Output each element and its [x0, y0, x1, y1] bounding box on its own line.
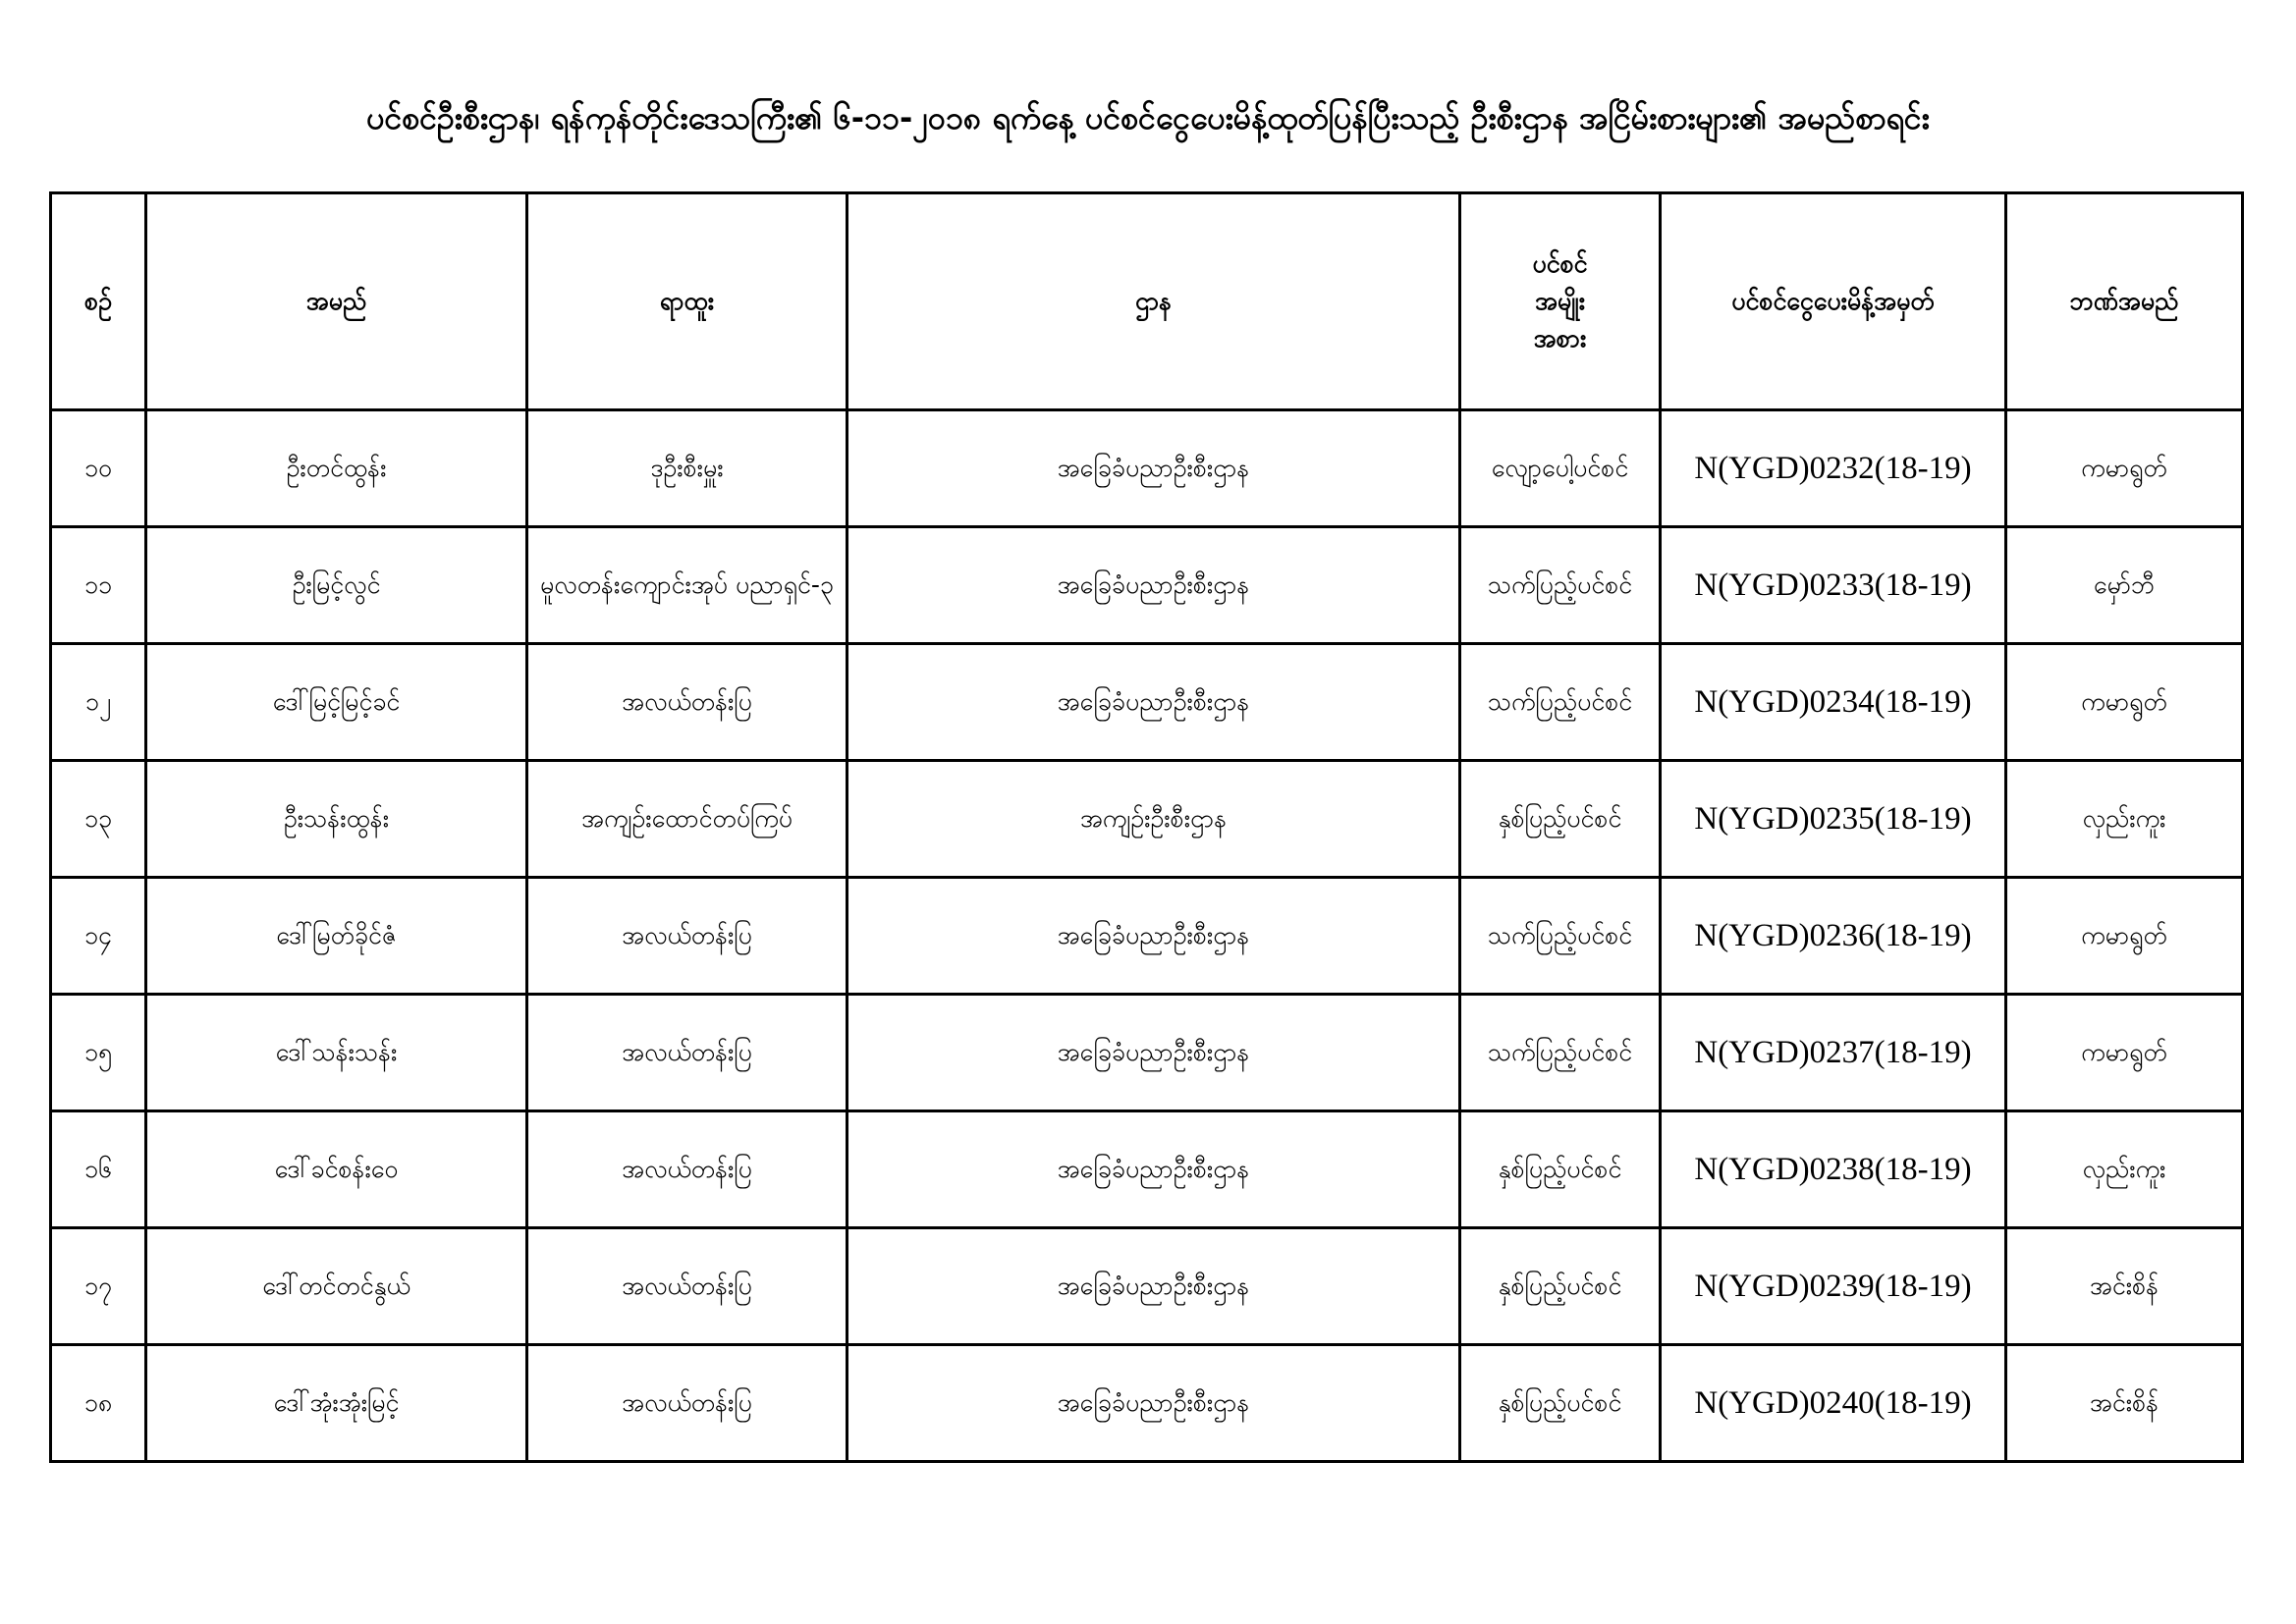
cell-department: အကျဉ်းဦးစီးဌာန	[847, 761, 1460, 878]
table-row	[51, 1345, 2243, 1462]
cell-certificate-no: N(YGD)0239(18-19)	[1661, 1228, 2006, 1345]
cell-certificate-no: N(YGD)0237(18-19)	[1661, 995, 2006, 1111]
header-bank: ဘဏ်အမည်	[2006, 193, 2243, 410]
cell-name: ဒေါ်သန်းသန်း	[146, 995, 527, 1111]
table-row	[51, 1111, 2243, 1228]
cell-rank: အလယ်တန်းပြ	[527, 878, 847, 995]
cell-serial: ၁၄	[51, 878, 146, 995]
cell-name: ဒေါ်အုံးအုံးမြင့်	[146, 1345, 527, 1462]
cell-bank: အင်းစိန်	[2006, 1228, 2243, 1345]
cell-name: ဒေါ်တင်တင်နွယ်	[146, 1228, 527, 1345]
table-row	[51, 410, 2243, 527]
table-row	[51, 878, 2243, 995]
cell-certificate-no: N(YGD)0232(18-19)	[1661, 410, 2006, 527]
cell-department: အခြေခံပညာဦးစီးဌာန	[847, 1345, 1460, 1462]
cell-department: အခြေခံပညာဦးစီးဌာန	[847, 1228, 1460, 1345]
cell-pension-type: နှစ်ပြည့်ပင်စင်	[1460, 761, 1661, 878]
cell-rank: အလယ်တန်းပြ	[527, 995, 847, 1111]
header-pension-type-line: ပင်စင်	[1532, 249, 1588, 278]
cell-pension-type: သက်ပြည့်ပင်စင်	[1460, 644, 1661, 761]
header-department: ဌာန	[847, 193, 1460, 410]
table-row	[51, 644, 2243, 761]
cell-certificate-no: N(YGD)0235(18-19)	[1661, 761, 2006, 878]
cell-serial: ၁၁	[51, 527, 146, 644]
cell-serial: ၁၃	[51, 761, 146, 878]
cell-serial: ၁၂	[51, 644, 146, 761]
header-row	[51, 193, 2243, 410]
cell-bank: ကမာရွတ်	[2006, 878, 2243, 995]
cell-department: အခြေခံပညာဦးစီးဌာန	[847, 995, 1460, 1111]
cell-name: ဒေါ်မြတ်ခိုင်ဇံ	[146, 878, 527, 995]
cell-pension-type: လျော့ပေါ့ပင်စင်	[1460, 410, 1661, 527]
cell-bank: မှော်ဘီ	[2006, 527, 2243, 644]
cell-serial: ၁၆	[51, 1111, 146, 1228]
pensioner-table	[49, 191, 2244, 1463]
cell-pension-type: သက်ပြည့်ပင်စင်	[1460, 878, 1661, 995]
cell-name: ဒေါ်ခင်စန်းဝေ	[146, 1111, 527, 1228]
cell-certificate-no: N(YGD)0240(18-19)	[1661, 1345, 2006, 1462]
cell-serial: ၁၀	[51, 410, 146, 527]
cell-rank: အလယ်တန်းပြ	[527, 1228, 847, 1345]
cell-rank: ဒုဦးစီးမှူး	[527, 410, 847, 527]
cell-serial: ၁၈	[51, 1345, 146, 1462]
cell-bank: ကမာရွတ်	[2006, 644, 2243, 761]
cell-certificate-no: N(YGD)0236(18-19)	[1661, 878, 2006, 995]
cell-department: အခြေခံပညာဦးစီးဌာန	[847, 410, 1460, 527]
cell-certificate-no: N(YGD)0234(18-19)	[1661, 644, 2006, 761]
cell-pension-type: သက်ပြည့်ပင်စင်	[1460, 527, 1661, 644]
table-body	[51, 410, 2243, 1462]
cell-certificate-no: N(YGD)0238(18-19)	[1661, 1111, 2006, 1228]
cell-rank: မူလတန်းကျောင်းအုပ် ပညာရှင်-၃	[527, 527, 847, 644]
header-rank: ရာထူး	[527, 193, 847, 410]
header-name: အမည်	[146, 193, 527, 410]
cell-department: အခြေခံပညာဦးစီးဌာန	[847, 644, 1460, 761]
cell-serial: ၁၅	[51, 995, 146, 1111]
cell-certificate-no: N(YGD)0233(18-19)	[1661, 527, 2006, 644]
cell-name: ဦးတင်ထွန်း	[146, 410, 527, 527]
cell-pension-type: နှစ်ပြည့်ပင်စင်	[1460, 1345, 1661, 1462]
table-row	[51, 527, 2243, 644]
cell-name: ဦးမြင့်လွင်	[146, 527, 527, 644]
header-pension-type	[1460, 193, 1661, 410]
cell-rank: အလယ်တန်းပြ	[527, 1345, 847, 1462]
page-title: ပင်စင်ဦးစီးဌာန၊ ရန်ကုန်တိုင်းဒေသကြီး၏ ၆-၁၁-၂၀၁၈ ရက်နေ့ ပင်စင်ငွေပေးမိန့်ထုတ်ပြန်ပြီးသည့် ဦးစီးဌာန အငြိမ်းစားများ၏ အမည်စာရင်း	[366, 99, 1930, 136]
cell-rank: အလယ်တန်းပြ	[527, 1111, 847, 1228]
cell-serial: ၁၇	[51, 1228, 146, 1345]
header-serial: စဉ်	[51, 193, 146, 410]
cell-department: အခြေခံပညာဦးစီးဌာန	[847, 878, 1460, 995]
cell-bank: လှည်းကူး	[2006, 761, 2243, 878]
cell-rank: အကျဉ်းထောင်တပ်ကြပ်	[527, 761, 847, 878]
cell-pension-type: နှစ်ပြည့်ပင်စင်	[1460, 1228, 1661, 1345]
cell-department: အခြေခံပညာဦးစီးဌာန	[847, 527, 1460, 644]
cell-name: ဦးသန်းထွန်း	[146, 761, 527, 878]
cell-pension-type: သက်ပြည့်ပင်စင်	[1460, 995, 1661, 1111]
cell-name: ဒေါ်မြင့်မြင့်ခင်	[146, 644, 527, 761]
cell-department: အခြေခံပညာဦးစီးဌာန	[847, 1111, 1460, 1228]
header-pension-type-line: အမျိုး	[1534, 287, 1586, 315]
cell-bank: အင်းစိန်	[2006, 1345, 2243, 1462]
cell-rank: အလယ်တန်းပြ	[527, 644, 847, 761]
table-row	[51, 761, 2243, 878]
table-header	[51, 193, 2243, 410]
cell-bank: လှည်းကူး	[2006, 1111, 2243, 1228]
cell-pension-type: နှစ်ပြည့်ပင်စင်	[1460, 1111, 1661, 1228]
header-certificate-no: ပင်စင်ငွေပေးမိန့်အမှတ်	[1661, 193, 2006, 410]
header-pension-type-line: အစား	[1533, 324, 1587, 352]
cell-bank: ကမာရွတ်	[2006, 410, 2243, 527]
table-row	[51, 1228, 2243, 1345]
table-row	[51, 995, 2243, 1111]
cell-bank: ကမာရွတ်	[2006, 995, 2243, 1111]
